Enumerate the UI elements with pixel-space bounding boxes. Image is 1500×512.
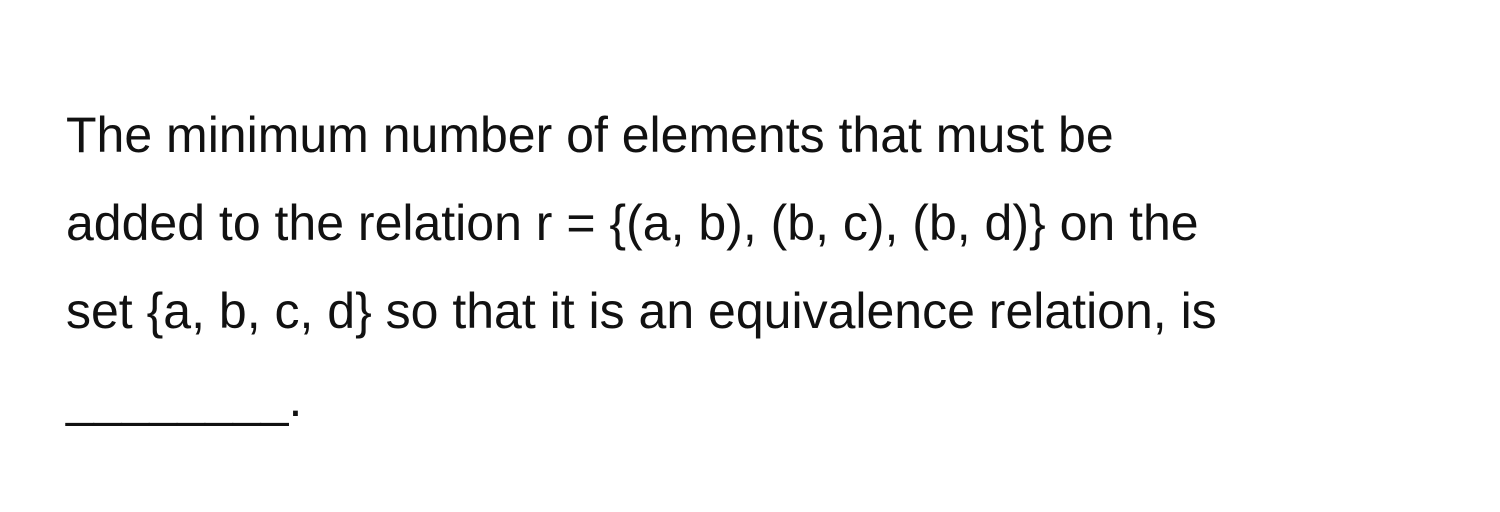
question-line: set {a, b, c, d} so that it is an equivalence relation, is (66, 283, 1217, 339)
question-line: The minimum number of elements that must be (66, 107, 1114, 163)
question-line: added to the relation r = {(a, b), (b, c), (b, d)} on the (66, 195, 1199, 251)
question-text (66, 91, 1466, 443)
answer-blank: ________. (66, 371, 303, 427)
